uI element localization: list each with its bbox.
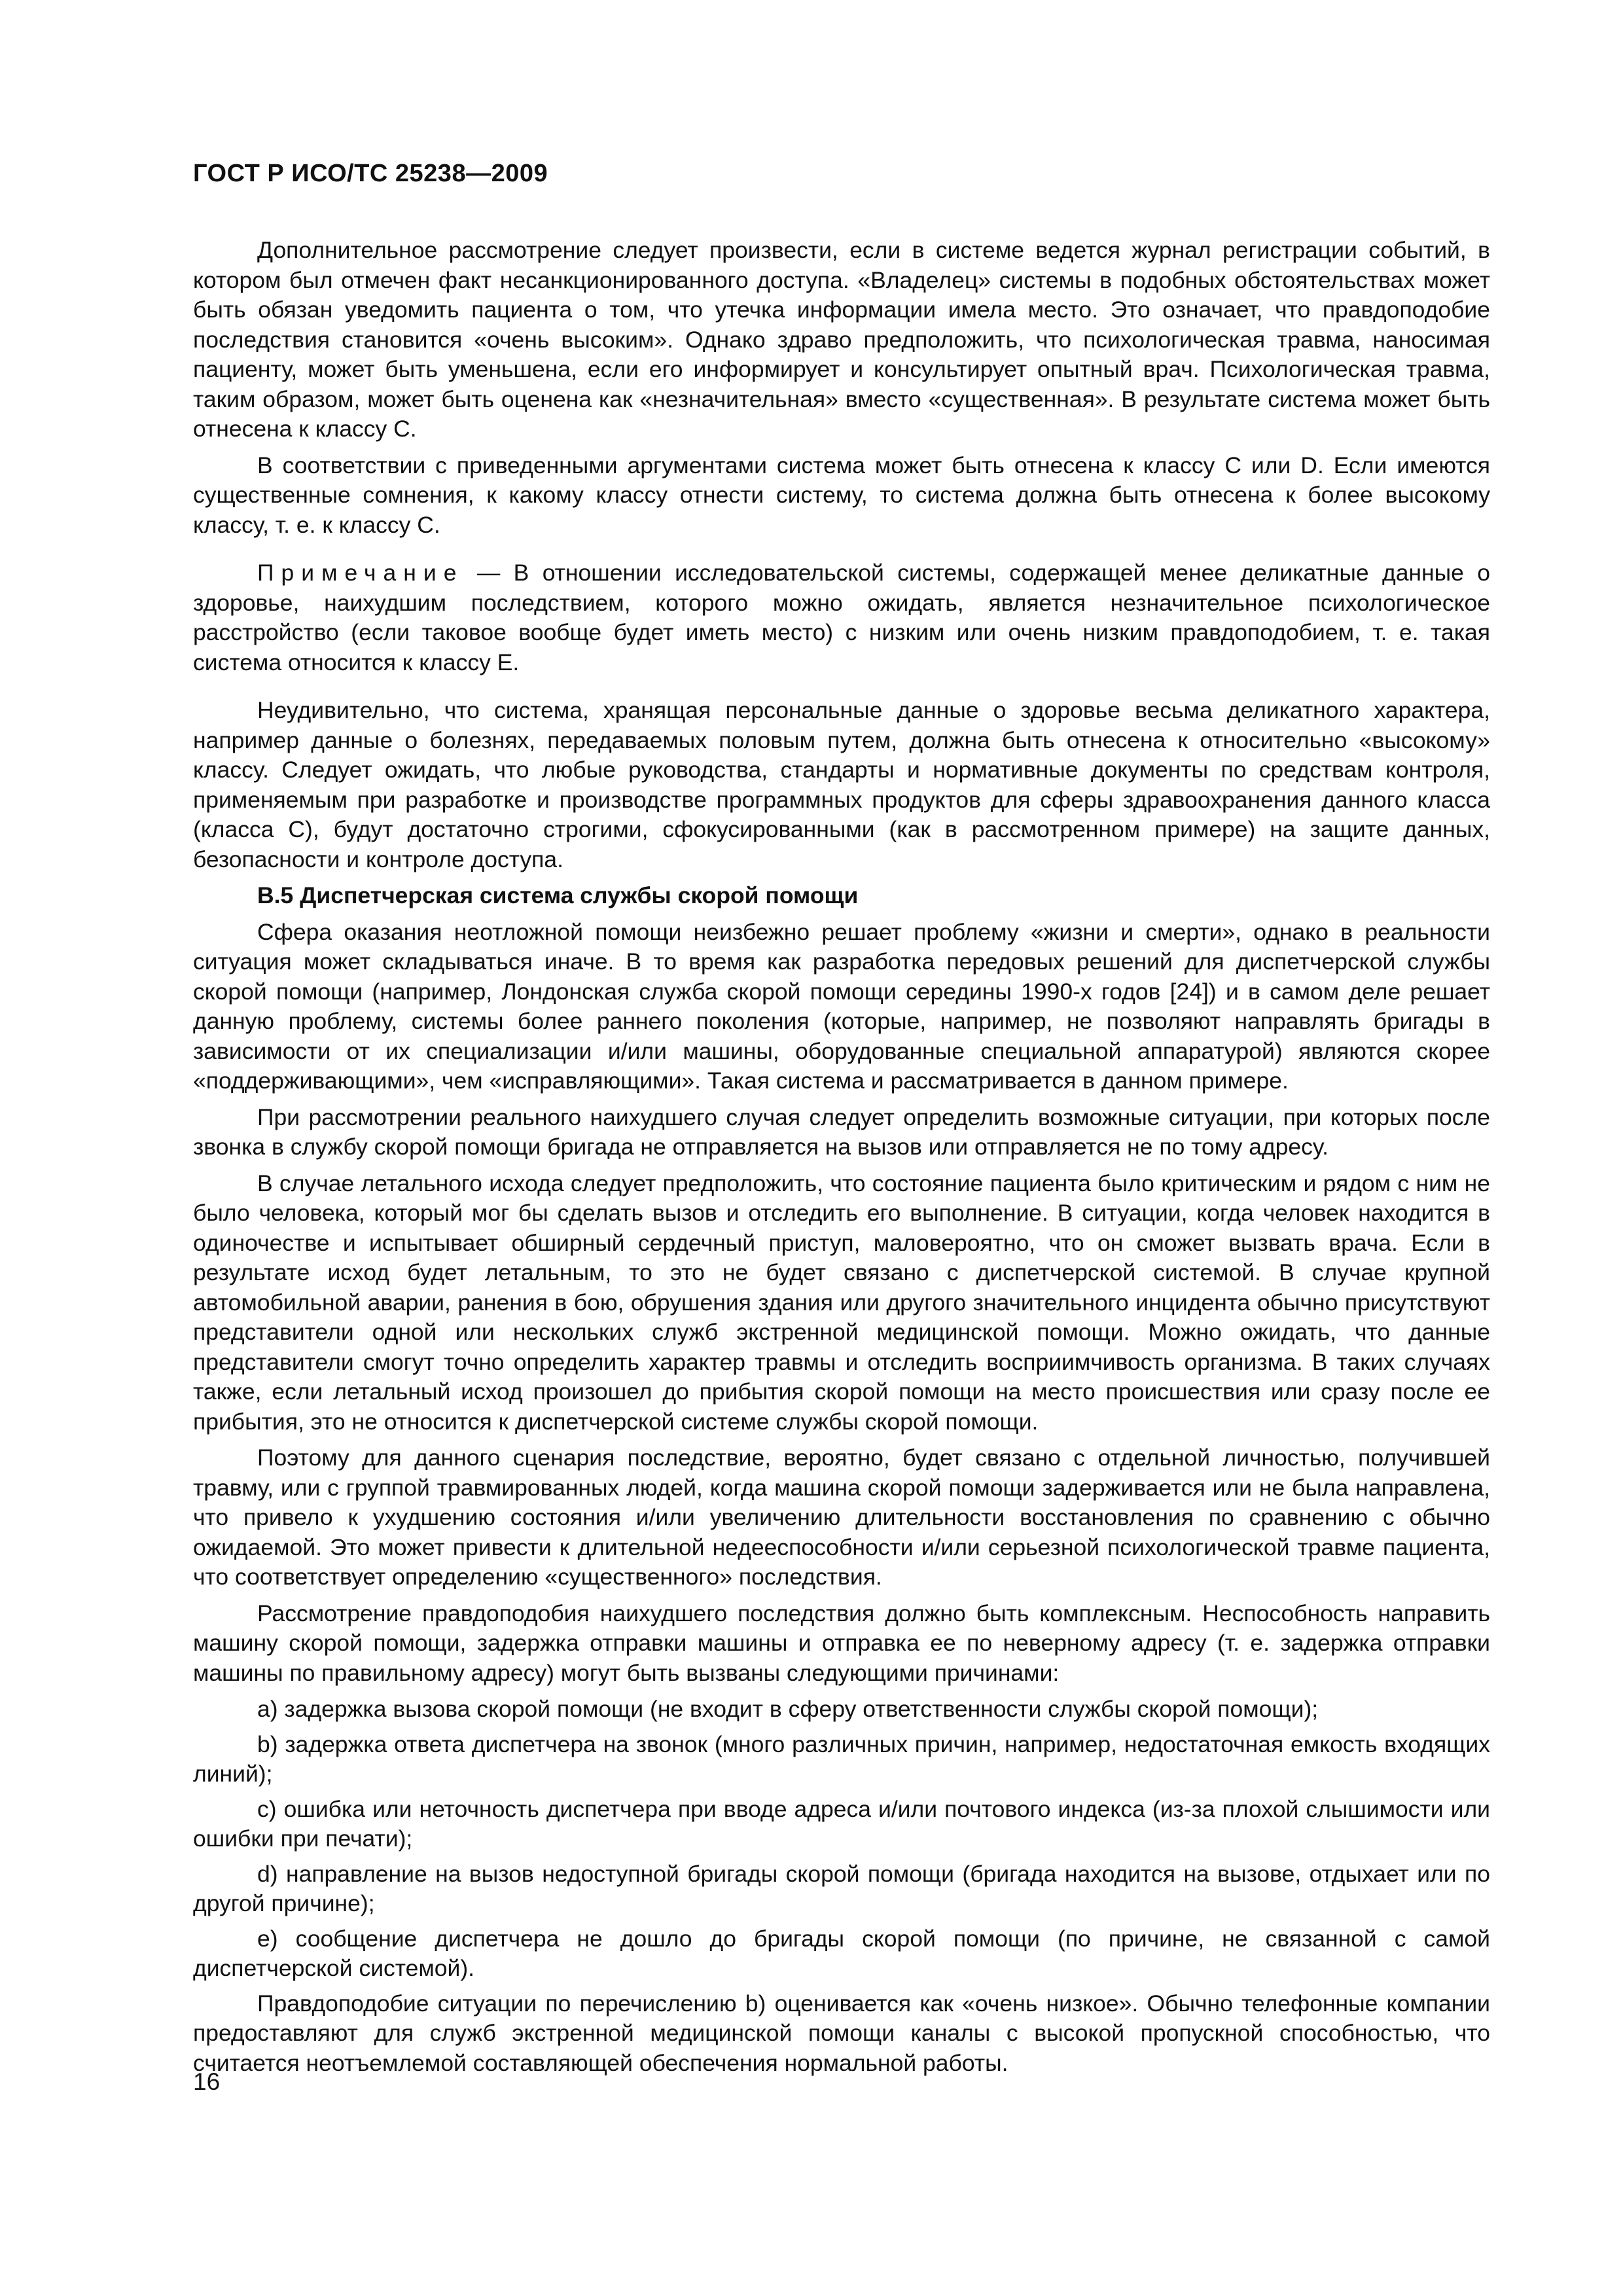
paragraph-worst-case: При рассмотрении реального наихудшего случая следует определить возможные ситуации, при которых после звонка в службу скорой помощи бригада не отправляется на вызов или отправляется не по тому адресу. <box>193 1103 1490 1160</box>
note-label: Примечание <box>257 560 464 586</box>
list-item-a: a) задержка вызова скорой помощи (не входит в сферу ответственности службы скорой помощи); <box>257 1696 1319 1722</box>
note-text: — В отношении исследовательской системы, содержащей менее деликатные данные о здоровье, наихудшим последствием, которого можно ожидать, является незначительное психологическое расстройство (если таковое вообще будет иметь место) с низким или очень низким правдоподобием, т. е. такая система относится к классу Е. <box>193 560 1490 675</box>
list-item-b: b) задержка ответа диспетчера на звонок (много различных причин, например, недостаточная емкость входящих линий); <box>193 1731 1490 1787</box>
document-body <box>193 236 1490 2085</box>
paragraph-likelihood-b: Правдоподобие ситуации по перечислению b) оценивается как «очень низкое». Обычно телефонные компании предоставляют для служб экстренной медицинской помощи каналы с высокой пропускной способностью, что считается неотъемлемой составляющей обеспечения нормальной работы. <box>193 1990 1490 2076</box>
list-item-d: d) направление на вызов недоступной бригады скорой помощи (бригада находится на вызове, отдыхает или по другой причине); <box>193 1860 1490 1916</box>
paragraph-likelihood: Рассмотрение правдоподобия наихудшего последствия должно быть комплексным. Неспособность направить машину скорой помощи, задержка отправки машины и отправка ее по неверному адресу (т. е. задержка отправки машины по правильному адресу) могут быть вызваны следующими причинами: <box>193 1600 1490 1686</box>
paragraph-class-assignment: В соответствии с приведенными аргументами система может быть отнесена к классу С или D. Если имеются существенные сомнения, к какому классу отнести систему, то система должна быть отнесена к более высокому классу, т. е. к классу С. <box>193 452 1490 538</box>
list-item-e: e) сообщение диспетчера не дошло до бригады скорой помощи (по причине, не связанной с самой диспетчерской системой). <box>193 1925 1490 1981</box>
paragraph-unauthorized-access: Дополнительное рассмотрение следует произвести, если в системе ведется журнал регистрации событий, в котором был отмечен факт несанкционированного доступа. «Владелец» системы в подобных обстоятельствах может быть обязан уведомить пациента о том, что утечка информации имела место. Это означает, что правдоподобие последствия становится «очень высоким». Однако здраво предположить, что психологическая травма, наносимая пациенту, может быть уменьшена, если его информирует и консультирует опытный врач. Психологическая травма, таким образом, может быть оценена как «незначительная» вместо «существенная». В результате система может быть отнесена к классу С. <box>193 237 1490 442</box>
paragraph-emergency-care: Сфера оказания неотложной помощи неизбежно решает проблему «жизни и смерти», однако в реальности ситуация может складываться иначе. В то время как разработка передовых решений для диспетчерской службы скорой помощи (например, Лондонская служба скорой помощи середины 1990-х годов [24]) и в самом деле решает данную проблему, системы более раннего поколения (которые, например, не позволяют направлять бригады в зависимости от их специализации и/или машины, оборудованные специальной аппаратурой) являются скорее «поддерживающими», чем «исправляющими». Такая система и рассматривается в данном примере. <box>193 918 1490 1094</box>
paragraph-sensitive-data: Неудивительно, что система, хранящая персональные данные о здоровье весьма деликатного характера, например данные о болезнях, передаваемых половым путем, должна быть отнесена к относительно «высокому» классу. Следует ожидать, что любые руководства, стандарты и нормативные документы по средствам контроля, применяемым при разработке и производстве программных продуктов для сферы здравоохранения данного класса (класса С), будут достаточно строгими, сфокусированными (как в рассмотренном примере) на защите данных, безопасности и контроле доступа. <box>193 697 1490 872</box>
paragraph-consequence: Поэтому для данного сценария последствие, вероятно, будет связано с отдельной личностью, получившей травму, или с группой травмированных людей, когда машина скорой помощи задерживается или не была направлена, что привело к ухудшению состояния и/или увеличению длительности восстановления по сравнению с обычно ожидаемой. Это может привести к длительной недееспособности и/или серьезной психологической травме пациента, что соответствует определению «существенного» последствия. <box>193 1444 1490 1590</box>
paragraph-fatal-outcome: В случае летального исхода следует предположить, что состояние пациента было критическим и рядом с ним не было человека, который мог бы сделать вызов и отследить его выполнение. В ситуации, когда человек находится в одиночестве и испытывает обширный сердечный приступ, маловероятно, что он сможет вызвать врача. Если в результате исход будет летальным, то это не будет связано с диспетчерской системой. В случае крупной автомобильной аварии, ранения в бою, обрушения здания или другого значительного инцидента обычно присутствуют представители одной или нескольких служб экстренной медицинской помощи. Можно ожидать, что данные представители смогут точно определить характер травмы и отследить восприимчивость организма. В таких случаях также, если летальный исход произошел до прибытия скорой помощи на место происшествия или сразу после ее прибытия, это не относится к диспетчерской системе службы скорой помощи. <box>193 1170 1490 1435</box>
list-item-c: c) ошибка или неточность диспетчера при вводе адреса и/или почтового индекса (из-за плохой слышимости или ошибки при печати); <box>193 1795 1490 1852</box>
page-number: 16 <box>193 2068 221 2095</box>
document-header-standard-number: ГОСТ Р ИСО/ТС 25238—2009 <box>193 160 548 187</box>
section-heading: В.5 Диспетчерская система службы скорой помощи <box>257 882 859 908</box>
note-paragraph <box>193 558 1490 677</box>
